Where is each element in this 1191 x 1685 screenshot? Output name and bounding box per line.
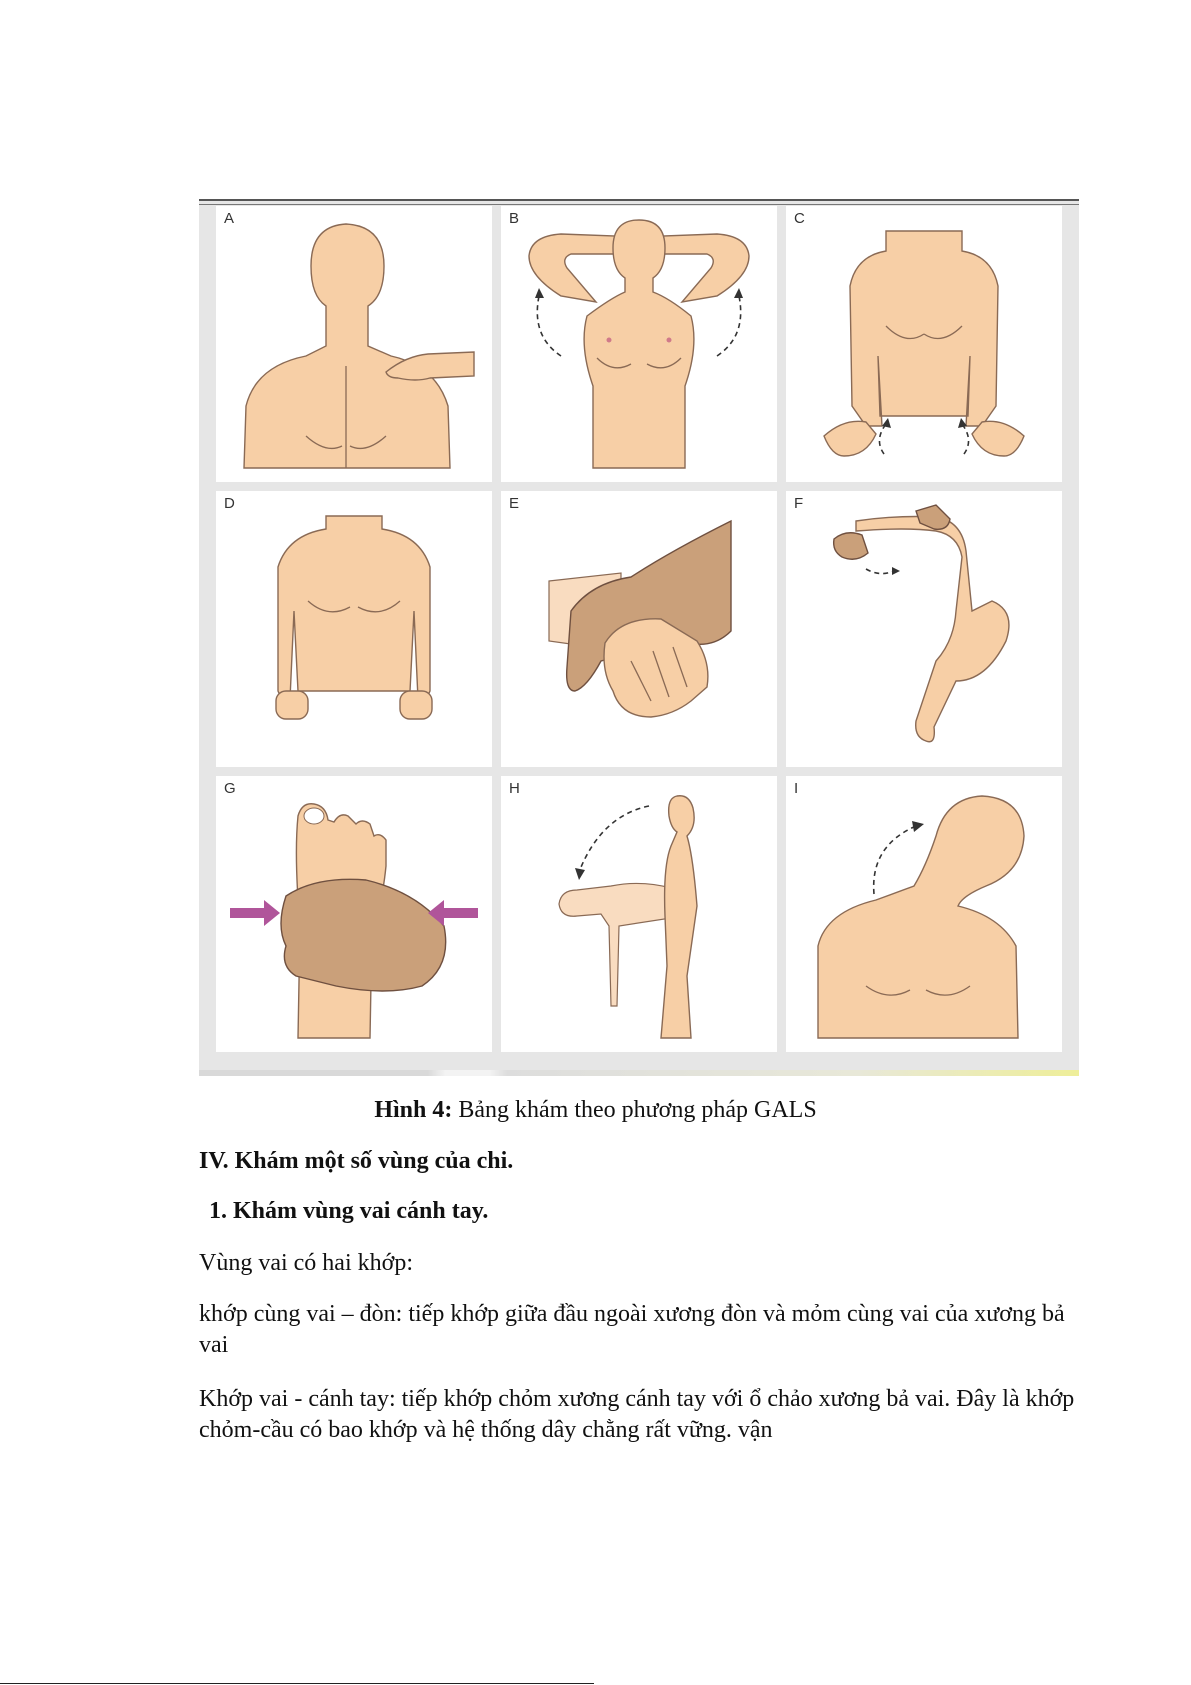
panel-e [501, 491, 777, 767]
footnote-rule [0, 1683, 594, 1684]
palms-up-forearm-supination-illustration [786, 206, 1062, 482]
back-shoulder-palpation-illustration [216, 206, 492, 482]
caption-text: Bảng khám theo phương pháp GALS [452, 1097, 817, 1123]
paragraph-intro: Vùng vai có hai khớp: [199, 1250, 413, 1276]
panel-f [786, 491, 1062, 767]
panel-d [216, 491, 492, 767]
figure-top-rule [199, 199, 1079, 201]
panel-g [216, 776, 492, 1052]
panel-label: H [509, 780, 520, 797]
panel-label: E [509, 495, 520, 512]
figure-bottom-bar [199, 1070, 1079, 1076]
foot-mtp-squeeze-illustration [216, 776, 492, 1052]
panel-a [216, 206, 492, 482]
panel-label: C [794, 210, 805, 227]
subsection-heading: 1. Khám vùng vai cánh tay. [209, 1198, 489, 1224]
panel-b [501, 206, 777, 482]
spine-forward-flexion-illustration [501, 776, 777, 1052]
fists-front-illustration [216, 491, 492, 767]
compression-arrow-left [230, 900, 280, 926]
hand-squeeze-mcp-illustration [501, 491, 777, 767]
gals-figure [199, 199, 1079, 1076]
neck-lateral-flexion-illustration [786, 776, 1062, 1052]
panel-label: D [224, 495, 235, 512]
panel-label: I [794, 780, 799, 797]
paragraph-ac-joint: khớp cùng vai – đòn: tiếp khớp giữa đầu ngoài xương đòn và mỏm cùng vai của xương bả vai [199, 1301, 1065, 1358]
panel-i [786, 776, 1062, 1052]
hands-behind-head-illustration [501, 206, 777, 482]
paragraph-glenohumeral-joint: Khớp vai - cánh tay: tiếp khớp chỏm xương cánh tay với ổ chảo xương bả vai. Đây là khớp chỏm-cầu có bao khớp và hệ thống dây chằng rất vững. vận [199, 1386, 1075, 1443]
hip-knee-flexion-illustration [786, 491, 1062, 767]
panel-h [501, 776, 777, 1052]
figure-top-rule-thin [199, 204, 1079, 205]
panel-label: G [224, 780, 236, 797]
panel-label: B [509, 210, 520, 227]
panel-label: F [794, 495, 804, 512]
panel-label: A [224, 210, 235, 227]
section-heading: IV. Khám một số vùng của chi. [199, 1148, 514, 1174]
caption-label: Hình 4: [374, 1097, 453, 1123]
panel-c [786, 206, 1062, 482]
figure-caption [0, 1097, 1191, 1124]
